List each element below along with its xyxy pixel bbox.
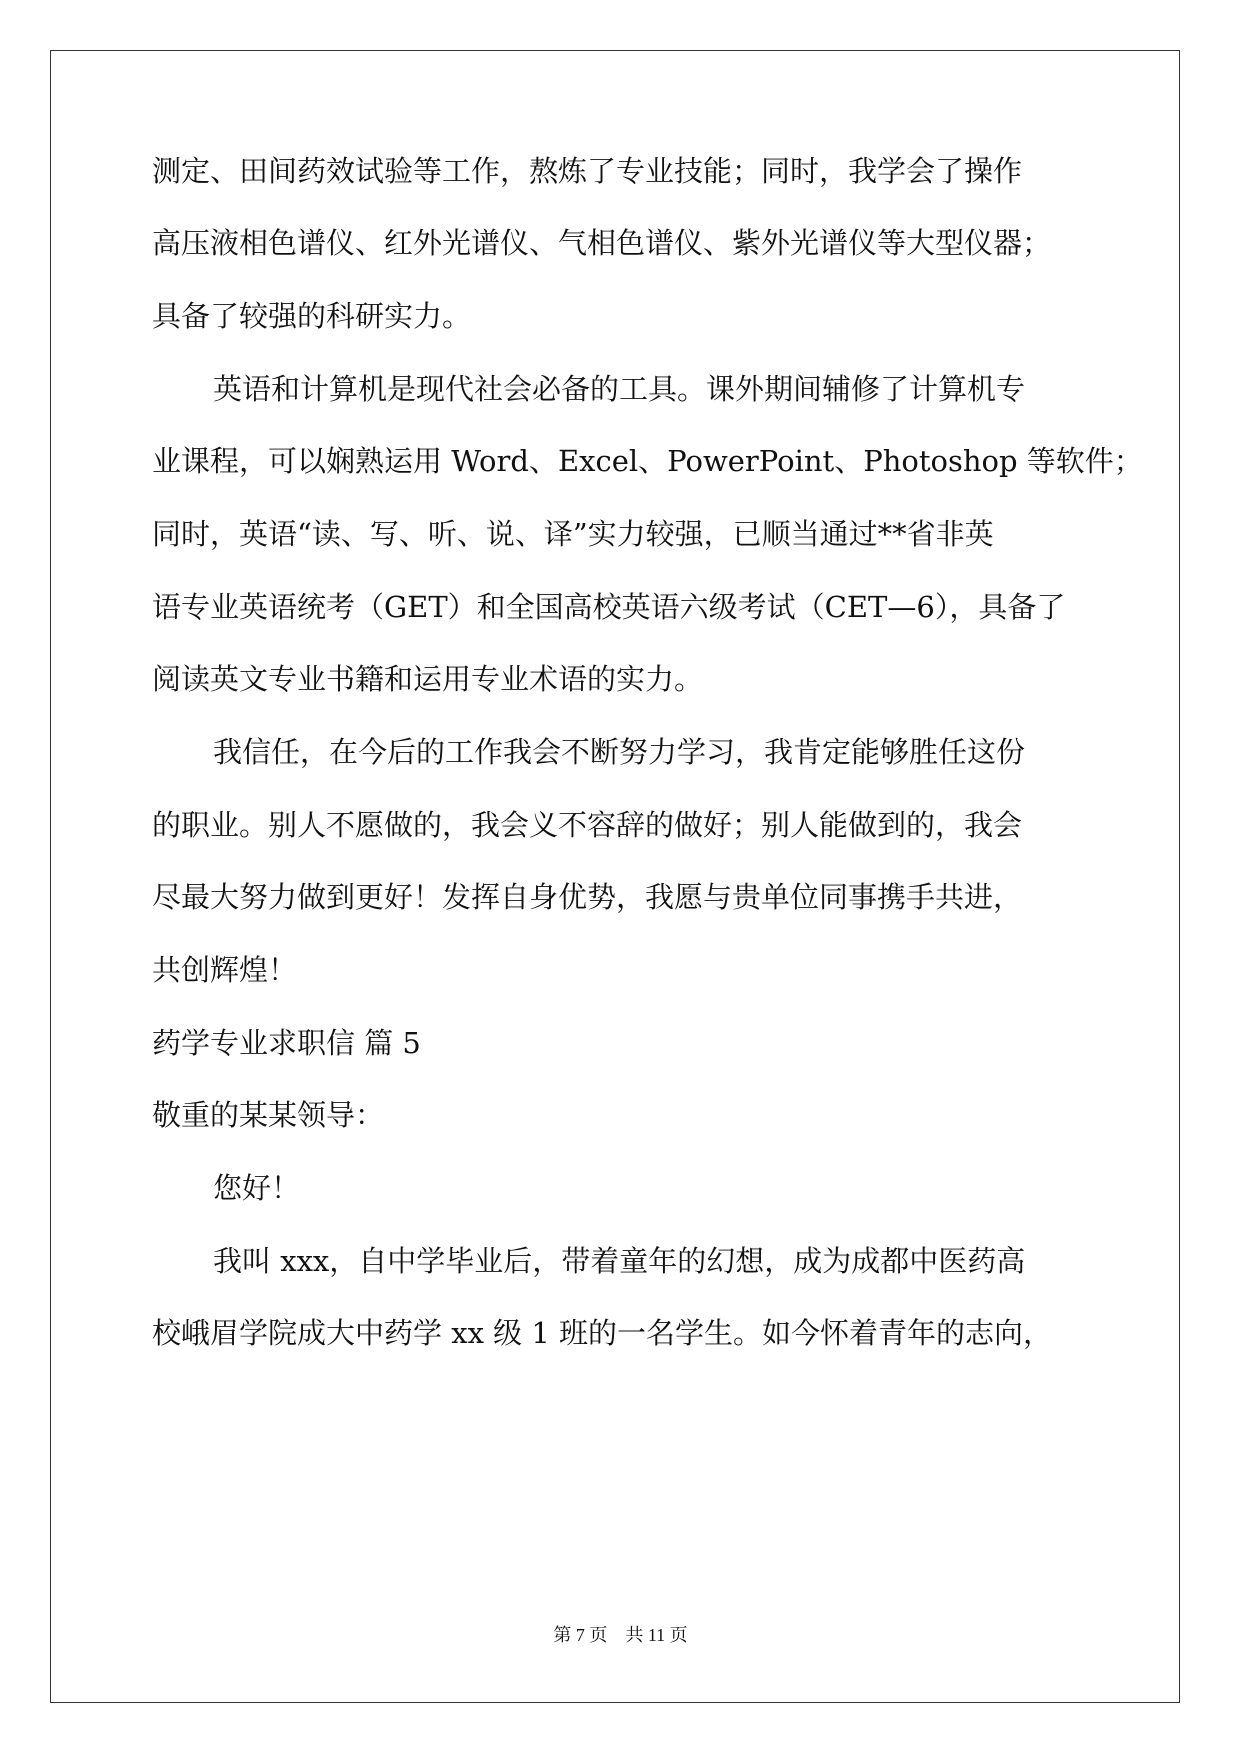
body-text-line: 的职业。别人不愿做的，我会义不容辞的做好；别人能做到的，我会 (152, 808, 1023, 842)
body-text-line: 我叫 xxx，自中学毕业后，带着童年的幻想，成为成都中医药高 (213, 1244, 1026, 1278)
page-number: 第 7 页 (553, 1625, 608, 1645)
body-text-line: 测定、田间药效试验等工作，熬炼了专业技能；同时，我学会了操作 (152, 154, 1023, 188)
page-border (50, 50, 1180, 1703)
section-heading: 药学专业求职信 篇 5 (152, 1026, 421, 1060)
page-total: 共 11 页 (625, 1625, 688, 1645)
body-text-line: 业课程，可以娴熟运用 Word、Excel、PowerPoint、Photoshop 等软件； (152, 444, 1143, 478)
body-text-line: 具备了较强的科研实力。 (152, 299, 472, 333)
body-text-line: 阅读英文专业书籍和运用专业术语的实力。 (152, 662, 704, 696)
page-footer (0, 1621, 1241, 1647)
salutation: 敬重的某某领导： (152, 1098, 385, 1132)
body-text-line: 校峨眉学院成大中药学 xx 级 1 班的一名学生。如今怀着青年的志向， (152, 1316, 1053, 1350)
body-text-line: 我信任，在今后的工作我会不断努力学习，我肯定能够胜任这份 (213, 735, 1026, 769)
body-text-line: 尽最大努力做到更好！发挥自身优势，我愿与贵单位同事携手共进， (152, 880, 1023, 914)
greeting: 您好！ (213, 1171, 301, 1205)
body-text-line: 同时，英语“读、写、听、说、译”实力较强，已顺当通过**省非英 (152, 517, 994, 551)
body-text-line: 高压液相色谱仪、红外光谱仪、气相色谱仪、紫外光谱仪等大型仪器； (152, 226, 1052, 260)
body-text-line: 语专业英语统考（GET）和全国高校英语六级考试（CET—6），具备了 (152, 590, 1066, 624)
body-text-line: 英语和计算机是现代社会必备的工具。课外期间辅修了计算机专 (213, 372, 1026, 406)
body-text-line: 共创辉煌！ (152, 953, 298, 987)
